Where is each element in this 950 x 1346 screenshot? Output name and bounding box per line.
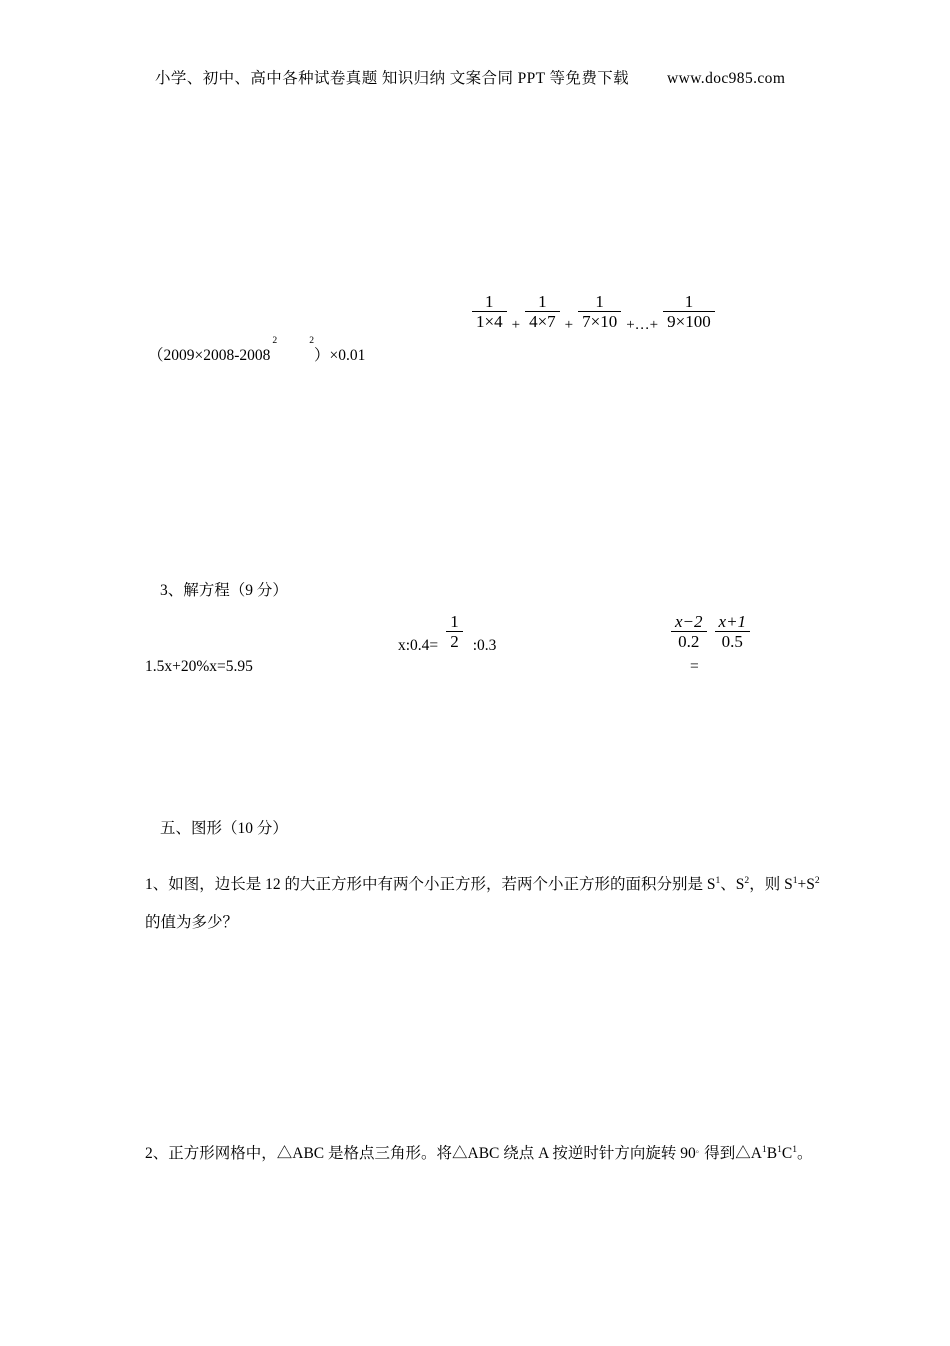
q1-subscript-3: 1: [792, 874, 798, 886]
equation-3-numerator-1: x−2: [671, 612, 707, 632]
header-url: www.doc985.com: [667, 70, 786, 87]
series-term-4-denominator: 9×100: [667, 312, 711, 332]
page-header: [155, 66, 785, 88]
equation-2-left: x:0.4=: [398, 637, 439, 655]
q1-part-2: 、S: [720, 876, 745, 893]
equation-3-equals: =: [690, 658, 699, 675]
q1-subscript-4: 2: [814, 874, 820, 886]
calc-problem-1: [148, 334, 366, 365]
q2-degree-symbol: 。: [695, 1143, 705, 1154]
header-text: 小学、初中、高中各种试卷真题 知识归纳 文案合同 PPT 等免费下载: [155, 70, 630, 87]
equation-3-denominator-2: 0.5: [721, 632, 743, 652]
series-term-1-denominator: 1×4: [476, 312, 503, 332]
series-term-4-numerator: 1: [663, 292, 715, 312]
q2-part-2: 得到△A: [704, 1145, 762, 1162]
q2-part-4: C: [781, 1145, 793, 1162]
section-5-title: 五、图形（10 分）: [160, 820, 288, 837]
q2-part-3: B: [766, 1145, 778, 1162]
section-5-question-1: [145, 866, 825, 942]
equation-3-fraction-2: [715, 612, 751, 651]
series-operator-2: +: [564, 317, 574, 334]
equation-3-fraction-1: [671, 612, 707, 651]
section-5-question-2: [145, 1135, 825, 1173]
calc1-exponent-2: 2: [309, 334, 314, 346]
equation-2-denominator: 2: [450, 632, 459, 652]
section-3-title: 3、解方程（9 分）: [160, 582, 288, 599]
q1-part-1: 1、如图，边长是 12 的大正方形中有两个小正方形，若两个小正方形的面积分别是 S: [145, 876, 716, 893]
equation-3-numerator-2: x+1: [715, 612, 751, 632]
equation-2-right: :0.3: [472, 637, 497, 655]
series-operator-1: +: [511, 317, 521, 334]
equation-3: [669, 612, 752, 651]
series-term-1: [472, 292, 507, 331]
equation-2-numerator: 1: [446, 612, 463, 632]
q2-part-1: 2、正方形网格中，△ABC 是格点三角形。将△ABC 绕点 A 按逆时针方向旋转 90: [145, 1145, 696, 1162]
q2-subscript-3: 1: [792, 1143, 798, 1155]
q1-part-4: +S: [797, 876, 815, 893]
equation-1: 1.5x+20%x=5.95: [145, 658, 253, 675]
equation-2-fraction: [446, 612, 463, 651]
q1-part-5: 的值为多少？: [145, 913, 239, 931]
equation-3-denominator-1: 0.2: [678, 632, 700, 652]
series-term-3-denominator: 7×10: [582, 312, 618, 332]
series-term-2-denominator: 4×7: [529, 312, 556, 332]
q1-subscript-2: 2: [744, 874, 750, 886]
q2-part-5: 。: [797, 1145, 813, 1162]
q2-subscript-1: 1: [761, 1143, 767, 1155]
series-operator-3: +…+: [626, 317, 659, 334]
calc1-text2: ）×0.01: [314, 347, 366, 364]
q1-subscript-1: 1: [715, 874, 721, 886]
q1-part-3: ，则 S: [749, 876, 793, 893]
calc1-text1: （2009×2008-2008: [148, 347, 271, 364]
series-term-3: [578, 292, 621, 331]
calc1-exponent-1: 2: [272, 334, 278, 346]
series-term-2: [525, 292, 560, 331]
q2-subscript-2: 1: [777, 1143, 782, 1155]
series-term-1-numerator: 1: [472, 292, 507, 312]
series-term-4: [663, 292, 715, 331]
series-term-2-numerator: 1: [525, 292, 560, 312]
series-term-3-numerator: 1: [578, 292, 621, 312]
series-expression: [470, 292, 717, 334]
equation-2: [398, 612, 497, 655]
